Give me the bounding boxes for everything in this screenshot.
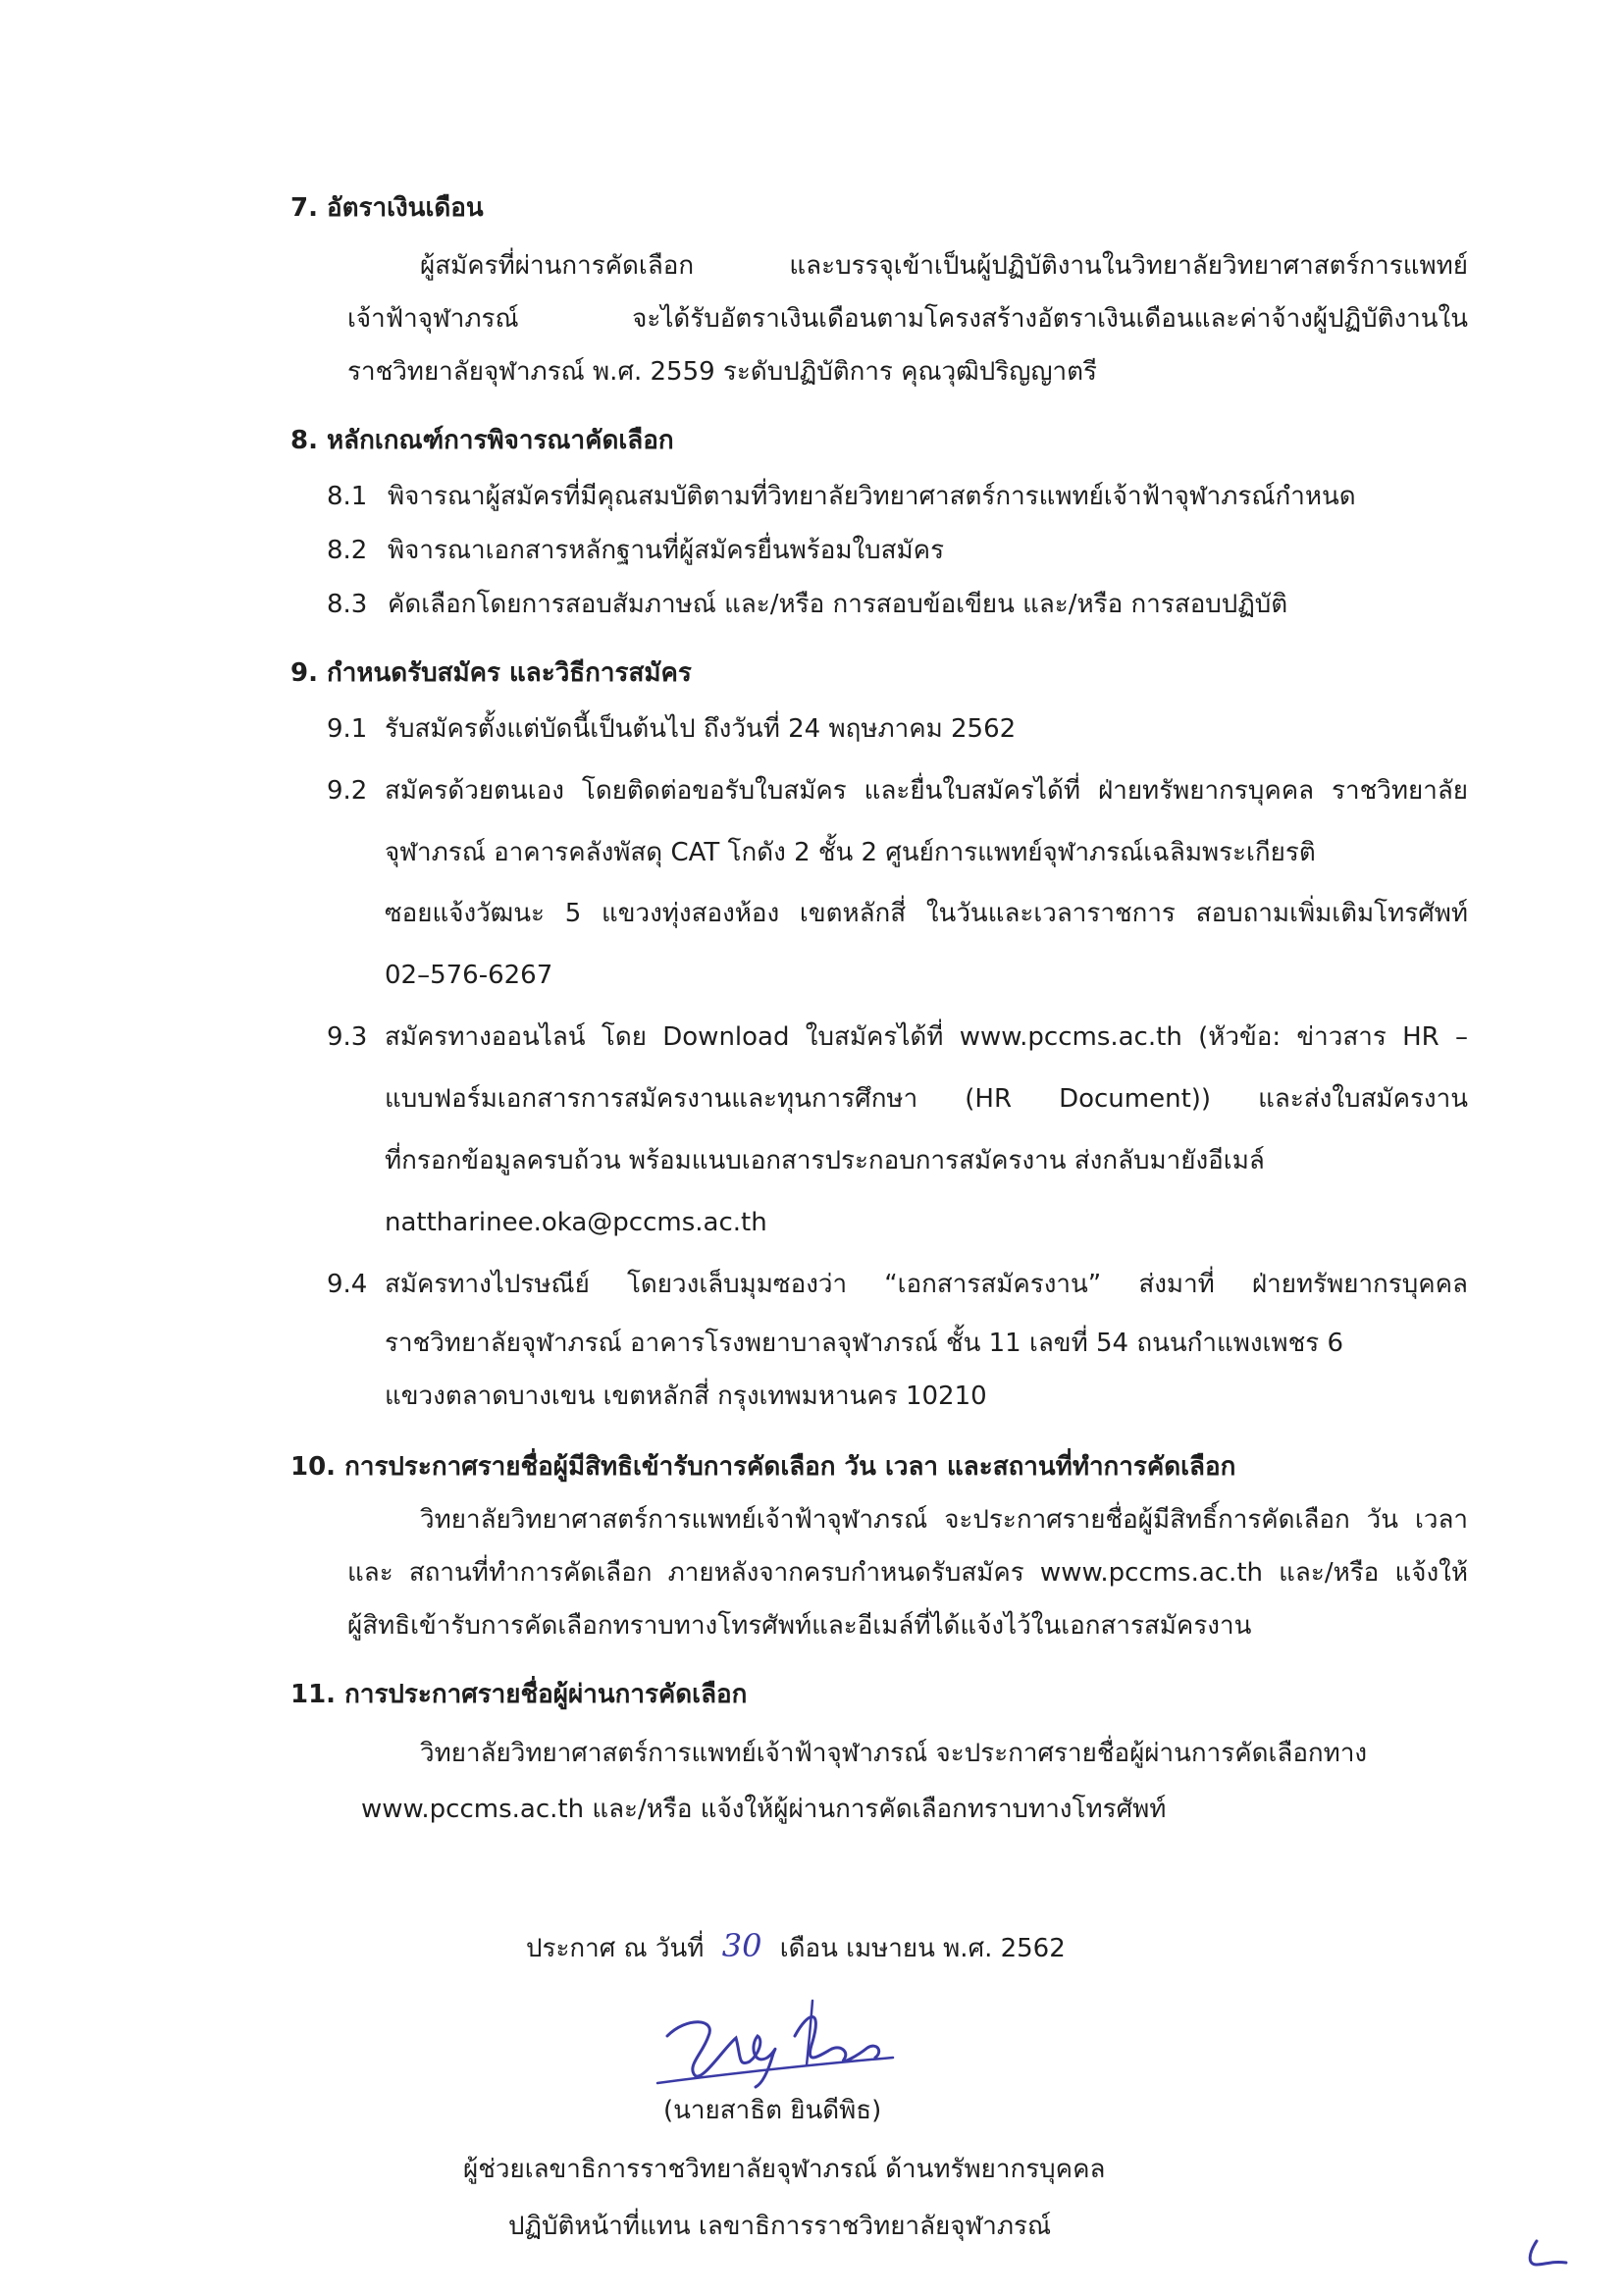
- item-8-2-text: พิจารณาเอกสารหลักฐานที่ผู้สมัครยื่นพร้อมใบสมัคร: [388, 536, 945, 565]
- item-8-1-number: 8.1: [327, 482, 368, 511]
- item-9-4-line-3: แขวงตลาดบางเขน เขตหลักสี่ กรุงเทพมหานคร 10210: [385, 1382, 987, 1411]
- section-10-line-3: ผู้สิทธิเข้ารับการคัดเลือกทราบทางโทรศัพท์และอีเมล์ที่ได้แจ้งไว้ในเอกสารสมัครงาน: [347, 1611, 1252, 1641]
- item-8-2-number: 8.2: [327, 536, 368, 565]
- section-11-line-1: วิทยาลัยวิทยาศาสตร์การแพทย์เจ้าฟ้าจุฬาภรณ์ จะประกาศรายชื่อผู้ผ่านการคัดเลือกทาง: [420, 1739, 1368, 1768]
- announce-prefix: ประกาศ ณ วันที่: [526, 1934, 705, 1963]
- section-11-line-2: www.pccms.ac.th และ/หรือ แจ้งให้ผู้ผ่านการคัดเลือกทราบทางโทรศัพท์: [361, 1795, 1167, 1824]
- item-9-2-line-3: ซอยแจ้งวัฒนะ 5 แขวงทุ่งสองห้อง เขตหลักสี่ ในวันและเวลาราชการ สอบถามเพิ่มเติมโทรศัพท์: [385, 899, 1468, 928]
- announce-date: [526, 1929, 1066, 1965]
- signatory-position-1: ผู้ช่วยเลขาธิการราชวิทยาลัยจุฬาภรณ์ ด้านทรัพยากรบุคคล: [463, 2155, 1106, 2184]
- section-11-heading: 11. การประกาศรายชื่อผู้ผ่านการคัดเลือก: [290, 1680, 748, 1709]
- item-9-3-line-1: สมัครทางออนไลน์ โดย Download ใบสมัครได้ที่ www.pccms.ac.th (หัวข้อ: ข่าวสาร HR –: [385, 1022, 1468, 1052]
- item-9-2-number: 9.2: [327, 776, 368, 806]
- item-9-3-line-3: ที่กรอกข้อมูลครบถ้วน พร้อมแนบเอกสารประกอบการสมัครงาน ส่งกลับมายังอีเมล์: [385, 1146, 1265, 1175]
- section-10-line-2: และ สถานที่ทำการคัดเลือก ภายหลังจากครบกำหนดรับสมัคร www.pccms.ac.th และ/หรือ แจ้งให้: [347, 1558, 1468, 1588]
- item-9-3-line-4: nattharinee.oka@pccms.ac.th: [385, 1208, 767, 1237]
- item-9-1-number: 9.1: [327, 714, 368, 744]
- section-7-line-2: เจ้าฟ้าจุฬาภรณ์ จะได้รับอัตราเงินเดือนตามโครงสร้างอัตราเงินเดือนและค่าจ้างผู้ปฏิบัติงานใน: [347, 304, 1468, 334]
- section-7-heading: 7. อัตราเงินเดือน: [290, 193, 484, 223]
- section-9-heading: 9. กำหนดรับสมัคร และวิธีการสมัคร: [290, 658, 692, 688]
- item-8-1-text: พิจารณาผู้สมัครที่มีคุณสมบัติตามที่วิทยาลัยวิทยาศาสตร์การแพทย์เจ้าฟ้าจุฬาภรณ์กำหนด: [388, 482, 1356, 511]
- section-10-heading: 10. การประกาศรายชื่อผู้มีสิทธิเข้ารับการคัดเลือก วัน เวลา และสถานที่ทำการคัดเลือก: [290, 1452, 1236, 1482]
- handwritten-day: 30: [721, 1927, 762, 1964]
- item-8-3-text: คัดเลือกโดยการสอบสัมภาษณ์ และ/หรือ การสอบข้อเขียน และ/หรือ การสอบปฏิบัติ: [388, 590, 1288, 619]
- signature-image: [648, 1997, 903, 2095]
- section-7-line-1: ผู้สมัครที่ผ่านการคัดเลือก และบรรจุเข้าเป็นผู้ปฏิบัติงานในวิทยาลัยวิทยาศาสตร์การแพทย์: [420, 251, 1468, 281]
- item-9-4-line-2: ราชวิทยาลัยจุฬาภรณ์ อาคารโรงพยาบาลจุฬาภรณ์ ชั้น 11 เลขที่ 54 ถนนกำแพงเพชร 6: [385, 1329, 1343, 1358]
- section-10-line-1: วิทยาลัยวิทยาศาสตร์การแพทย์เจ้าฟ้าจุฬาภรณ์ จะประกาศรายชื่อผู้มีสิทธิ์การคัดเลือก วัน เวลา: [420, 1505, 1468, 1535]
- item-9-2-line-1: สมัครด้วยตนเอง โดยติดต่อขอรับใบสมัคร และยื่นใบสมัครได้ที่ ฝ่ายทรัพยากรบุคคล ราชวิทยาลัย: [385, 776, 1468, 806]
- item-9-2-line-4: 02–576-6267: [385, 961, 553, 990]
- announce-suffix: เดือน เมษายน พ.ศ. 2562: [779, 1934, 1066, 1963]
- item-9-1-text: รับสมัครตั้งแต่บัดนี้เป็นต้นไป ถึงวันที่ 24 พฤษภาคม 2562: [385, 714, 1017, 744]
- section-8-heading: 8. หลักเกณฑ์การพิจารณาคัดเลือก: [290, 426, 674, 455]
- item-9-2-line-2: จุฬาภรณ์ อาคารคลังพัสดุ CAT โกดัง 2 ชั้น 2 ศูนย์การแพทย์จุฬาภรณ์เฉลิมพระเกียรติ: [385, 838, 1316, 867]
- signatory-position-2: ปฏิบัติหน้าที่แทน เลขาธิการราชวิทยาลัยจุฬาภรณ์: [508, 2212, 1052, 2241]
- item-8-3-number: 8.3: [327, 590, 368, 619]
- item-9-4-number: 9.4: [327, 1270, 368, 1299]
- item-9-4-line-1: สมัครทางไปรษณีย์ โดยวงเล็บมุมซองว่า “เอกสารสมัครงาน” ส่งมาที่ ฝ่ายทรัพยากรบุคคล: [385, 1270, 1468, 1299]
- signatory-name: (นายสาธิต ยินดีพิธ): [663, 2096, 882, 2125]
- handwritten-page-mark: [1523, 2235, 1572, 2270]
- item-9-3-number: 9.3: [327, 1022, 368, 1052]
- section-7-line-3: ราชวิทยาลัยจุฬาภรณ์ พ.ศ. 2559 ระดับปฏิบัติการ คุณวุฒิปริญญาตรี: [347, 357, 1097, 387]
- item-9-3-line-2: แบบฟอร์มเอกสารการสมัครงานและทุนการศึกษา (HR Document)) และส่งใบสมัครงาน: [385, 1084, 1468, 1114]
